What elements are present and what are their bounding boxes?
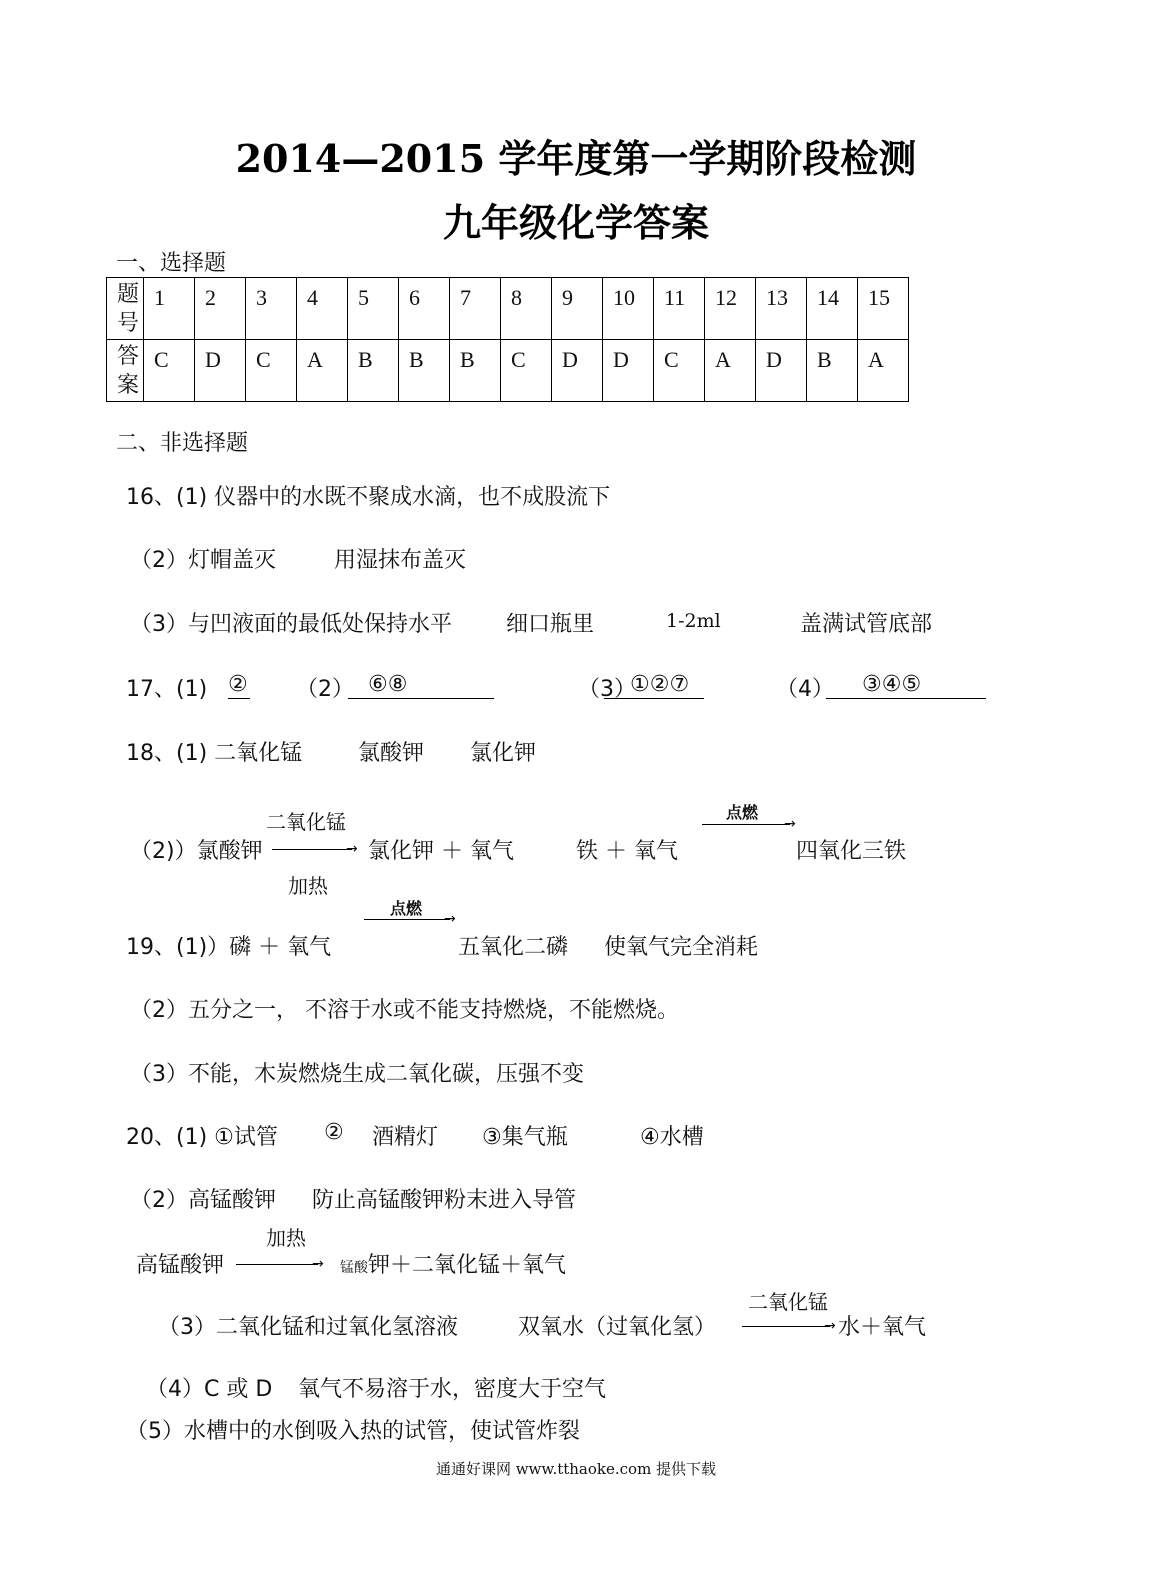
reaction-arrow-icon [272,849,352,850]
arrow-head-icon: → [444,911,456,927]
q17-label2: （2） [296,677,354,702]
footer-credit: 通通好课网 www.tthaoke.com 提供下载 [435,1460,717,1478]
answer-cell: A [297,340,348,402]
section-choice-heading: 一、选择题 [116,251,227,276]
page-subtitle: 九年级化学答案 [442,200,709,245]
answer-cell: A [705,340,756,402]
q20-eq-condition-heat: 加热 [266,1226,306,1250]
q16-line1: 16、(1) 仪器中的水既不聚成水滴，也不成股流下 [126,485,611,510]
q18-line2-products: 氯化钾 ＋ 氧气 [368,839,514,864]
number-cell: 9 [552,278,603,340]
number-cell: 5 [348,278,399,340]
q19-line1-product: 五氧化二磷 [458,935,569,960]
answer-cell: C [246,340,297,402]
q17-answer4: ③④⑤ [826,672,986,699]
q20-line4b: 氧气不易溶于水，密度大于空气 [298,1377,607,1402]
reaction-arrow-icon [742,1326,830,1327]
table-row-numbers [107,278,909,340]
arrow-head-icon: → [824,1318,836,1334]
q18-line1b: 氯酸钾 [358,741,425,766]
answer-cell: B [450,340,501,402]
header-cell-answer: 答 案 [107,340,144,402]
table-row-answers [107,340,909,402]
number-cell: 14 [807,278,858,340]
q18-condition-ignite: 点燃 [726,803,759,822]
number-cell: 4 [297,278,348,340]
number-cell: 15 [858,278,909,340]
number-cell: 11 [654,278,705,340]
q20-line1e: ④水槽 [640,1125,704,1150]
answer-cell: A [858,340,909,402]
q20-eq-reactant: 高锰酸钾 [136,1253,225,1278]
q18-condition-heat: 加热 [288,874,328,898]
q17-label4: （4） [776,677,834,702]
answer-cell: D [195,340,246,402]
q19-line1-extra: 使氧气完全消耗 [604,935,759,960]
number-cell: 6 [399,278,450,340]
q18-line1c: 氯化钾 [470,741,537,766]
answer-cell: B [348,340,399,402]
q18-line2b-product: 四氧化三铁 [796,839,907,864]
number-cell: 3 [246,278,297,340]
q20-line1d: ③集气瓶 [482,1125,568,1150]
reaction-arrow-icon [702,824,790,825]
arrow-head-icon: → [312,1256,324,1272]
page-title: 2014—2015 学年度第一学期阶段检测 [235,136,917,181]
q16-line3c: 1-2ml [666,610,721,632]
number-cell: 12 [705,278,756,340]
q16-line3a: （3）与凹液面的最低处保持水平 [130,612,452,637]
q20-line1b: ② [324,1120,344,1145]
answer-cell: C [654,340,705,402]
q17-label3: （3） [578,677,636,702]
q19-line2: （2）五分之一， 不溶于水或不能支持燃烧，不能燃烧。 [130,998,679,1023]
q20-line4a: （4）C 或 D [146,1377,273,1402]
q16-line2b: 用湿抹布盖灭 [334,548,467,573]
q20-line5: （5）水槽中的水倒吸入热的试管，使试管炸裂 [126,1419,580,1444]
q16-line3d: 盖满试管底部 [800,612,933,637]
q17-label1: 17、(1) [126,677,208,702]
q20-line3-condition: 二氧化锰 [748,1290,828,1314]
arrow-head-icon: → [784,816,796,832]
q20-eq-products: 锰酸钾＋二氧化锰＋氧气 [340,1253,567,1278]
answer-table [106,277,909,402]
answer-cell: B [399,340,450,402]
number-cell: 10 [603,278,654,340]
q18-condition-catalyst: 二氧化锰 [266,810,346,834]
number-cell: 8 [501,278,552,340]
q18-line1a: 18、(1) 二氧化锰 [126,741,303,766]
q20-line3a: （3）二氧化锰和过氧化氢溶液 [158,1315,458,1340]
answer-cell: D [756,340,807,402]
arrow-head-icon: → [346,841,358,857]
reaction-arrow-icon [364,919,450,920]
answer-cell: C [144,340,195,402]
number-cell: 1 [144,278,195,340]
answer-cell: D [552,340,603,402]
q16-line3b: 细口瓶里 [506,612,595,637]
q17-answer2: ⑥⑧ [348,672,494,699]
answer-cell: C [501,340,552,402]
q17-answer1: ② [228,672,250,699]
q19-line3: （3）不能，木炭燃烧生成二氧化碳，压强不变 [130,1062,584,1087]
q16-line2a: （2）灯帽盖灭 [130,548,276,573]
q20-line2b: 防止高锰酸钾粉末进入导管 [312,1188,577,1213]
q19-condition-ignite: 点燃 [390,899,423,918]
q18-line2-reactant: （2)）氯酸钾 [130,839,263,864]
header-cell-number: 题 号 [107,278,144,340]
q18-line2b-reactants: 铁 ＋ 氧气 [576,839,678,864]
answer-cell: D [603,340,654,402]
q17-answer3: ①②⑦ [604,672,704,699]
answer-cell: B [807,340,858,402]
reaction-arrow-icon [236,1264,318,1265]
q20-line2a: （2）高锰酸钾 [130,1188,276,1213]
q20-line3-products: 水＋氧气 [838,1315,927,1340]
number-cell: 7 [450,278,501,340]
section-nonchoice-heading: 二、非选择题 [116,431,249,456]
q19-line1-reactants: 19、(1)）磷 ＋ 氧气 [126,935,332,960]
q20-line3b: 双氧水（过氧化氢） [518,1315,717,1340]
number-cell: 2 [195,278,246,340]
number-cell: 13 [756,278,807,340]
q20-line1c: 酒精灯 [372,1125,439,1150]
q20-line1a: 20、(1) ①试管 [126,1125,278,1150]
